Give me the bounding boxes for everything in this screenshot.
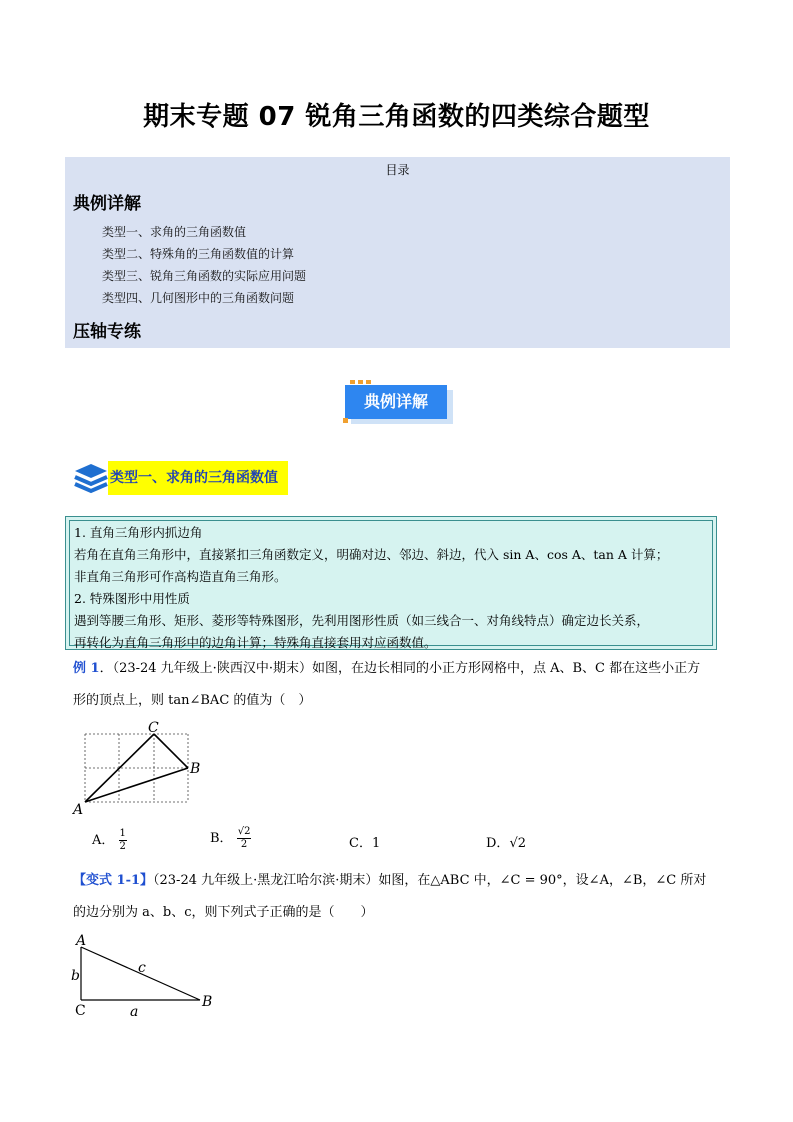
example1-tag: 例 1: [73, 661, 100, 676]
example1-line1: 例 1．（23-24 九年级上·陕西汉中·期末）如图，在边长相同的小正方形网格中，点 A、B、C 都在这些小正方: [73, 661, 701, 676]
toc-section-practice[interactable]: 压轴专练: [73, 322, 141, 342]
tip-line: 再转化为直角三角形中的边角计算；特殊角直接套用对应函数值。: [74, 635, 437, 650]
tips-box: [65, 516, 717, 650]
side-label-a: a: [130, 1004, 139, 1020]
variant1-line1: 【变式 1-1】（23-24 九年级上·黑龙江哈尔滨·期末）如图，在△ABC 中，∠C = 90°，设∠A，∠B，∠C 所对: [73, 873, 707, 888]
banner-decoration-corner: [343, 418, 348, 423]
vertex-label-a: A: [76, 933, 87, 949]
tip-line: 1. 直角三角形内抓边角: [74, 525, 203, 540]
vertex-label-c: C: [148, 720, 159, 736]
page-title: 期末专题 07 锐角三角函数的四类综合题型: [143, 102, 650, 132]
toc-label: 目录: [385, 163, 410, 177]
toc-item-type1[interactable]: 类型一、求角的三角函数值: [102, 225, 247, 239]
tip-line: 非直角三角形可作高构造直角三角形。: [74, 569, 287, 584]
side-label-c: c: [138, 960, 146, 976]
example1-grid-figure: [70, 718, 210, 818]
variant1-tag: 【变式 1-1】: [73, 873, 154, 888]
toc-item-type2[interactable]: 类型二、特殊角的三角函数值的计算: [102, 247, 295, 261]
toc-item-type3[interactable]: 类型三、锐角三角函数的实际应用问题: [102, 269, 307, 283]
tip-line: 遇到等腰三角形、矩形、菱形等特殊图形，先利用图形性质（如三线合一、对角线特点）确定边长关系，: [74, 613, 650, 628]
section-banner: 典例详解: [345, 385, 447, 419]
toc-item-type4[interactable]: 类型四、几何图形中的三角函数问题: [102, 291, 295, 305]
vertex-label-b: B: [190, 761, 201, 777]
vertex-label-a: A: [73, 802, 84, 818]
choice-b[interactable]: B． $\frac{√2}{2}$: [210, 826, 251, 850]
table-of-contents: [65, 157, 730, 348]
vertex-label-b: B: [202, 994, 213, 1010]
variant1-triangle-figure: [68, 930, 228, 1020]
tip-line: 2. 特殊图形中用性质: [74, 591, 190, 606]
toc-section-examples[interactable]: 典例详解: [73, 194, 141, 214]
variant1-line2: 的边分别为 a、b、c，则下列式子正确的是（ ）: [73, 905, 374, 920]
book-stack-icon: [73, 461, 109, 495]
vertex-label-c: C: [75, 1003, 86, 1019]
choice-d[interactable]: D．√2: [486, 836, 526, 851]
banner-decoration: [350, 380, 372, 384]
choice-c[interactable]: C．1: [349, 836, 381, 851]
tip-line: 若角在直角三角形中，直接紧扣三角函数定义，明确对边、邻边、斜边，代入 sin A、cos A、tan A 计算；: [74, 547, 669, 562]
example1-line2: 形的顶点上，则 tan∠BAC 的值为（ ）: [73, 693, 312, 708]
choice-a[interactable]: A． $\frac{1}{2}$: [92, 828, 126, 852]
side-label-b: b: [71, 968, 80, 984]
type1-heading: 类型一、求角的三角函数值: [108, 461, 288, 495]
